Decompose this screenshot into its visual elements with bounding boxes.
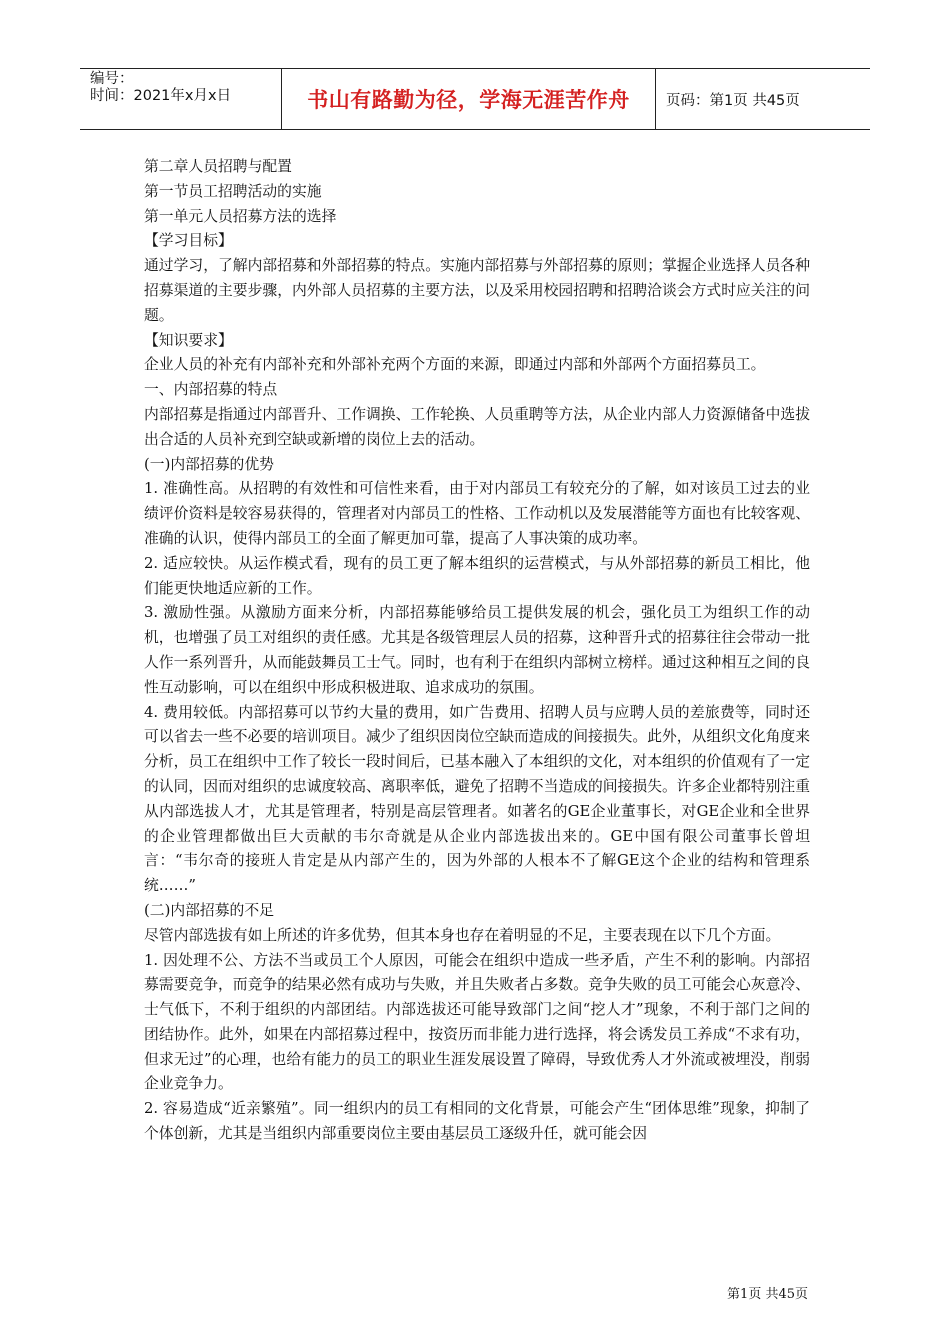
- learning-objectives-heading: 【学习目标】: [144, 232, 233, 250]
- advantage-item-2: 2. 适应较快。从运作模式看，现有的员工更了解本组织的运营模式，与从外部招募的新员工相比，他们能更快地适应新的工作。: [144, 554, 810, 597]
- advantage-item-1: 1. 准确性高。从招聘的有效性和可信性来看，由于对内部员工有较充分的了解，如对该员工过去的业绩评价资料是较容易获得的，管理者对内部员工的性格、工作动机以及发展潜能等方面也有比较客观、准确的认识，使得内部员工的全面了解更加可靠，提高了人事决策的成功率。: [144, 480, 810, 547]
- knowledge-heading: 【知识要求】: [144, 331, 233, 349]
- section-title: 第一节员工招聘活动的实施: [144, 182, 322, 200]
- disadvantage-item-1: 1. 因处理不公、方法不当或员工个人原因，可能会在组织中造成一些矛盾，产生不利的影响。内部招募需要竞争，而竞争的结果必然有成功与失败，并且失败者占多数。竞争失败的员工可能会心灰意冷、士气低下，不利于组织的内部团结。内部选拔还可能导致部门之间“挖人才”现象，不利于部门之间的团结协作。此外，如果在内部招募过程中，按资历而非能力进行选择，将会诱发员工养成“不求有功，但求无过”的心理，也给有能力的员工的职业生涯发展设置了障碍，导致优秀人才外流或被埋没，削弱企业竞争力。: [144, 951, 810, 1093]
- number-label: 编号：: [90, 71, 134, 87]
- learning-objectives-text: 通过学习，了解内部招募和外部招募的特点。实施内部招募与外部招募的原则；掌握企业选择人员各种招募渠道的主要步骤，内外部人员招募的主要方法，以及采用校园招聘和招聘洽谈会方式时应关注的问题。: [144, 257, 810, 324]
- subheading-disadvantages: (二)内部招募的不足: [144, 901, 274, 919]
- advantage-item-4: 4. 费用较低。内部招募可以节约大量的费用，如广告费用、招聘人员与应聘人员的差旅费等，同时还可以省去一些不必要的培训项目。减少了组织因岗位空缺而造成的间接损失。此外，从组织文化角度来分析，员工在组织中工作了较长一段时间后，已基本融入了本组织的文化，对本组织的价值观有了一定的认同，因而对组织的忠诚度较高、离职率低，避免了招聘不当造成的间接损失。许多企业都特别注重从内部选拔人才，尤其是管理者，特别是高层管理者。如著名的GE企业董事长，对GE企业和全世界的企业管理都做出巨大贡献的韦尔奇就是从企业内部选拔出来的。GE中国有限公司董事长曾坦言：“韦尔奇的接班人肯定是从内部产生的，因为外部的人根本不了解GE这个企业的结构和管理系统……”: [144, 703, 810, 895]
- subheading-internal-features: 一、内部招募的特点: [144, 381, 278, 399]
- header-motto: 书山有路勤为径，学海无涯苦作舟: [282, 69, 656, 129]
- disadvantage-item-2: 2. 容易造成“近亲繁殖”。同一组织内的员工有相同的文化背景，可能会产生“团体思维”现象，抑制了个体创新，尤其是当组织内部重要岗位主要由基层员工逐级升任，就可能会因: [144, 1100, 810, 1143]
- subheading-advantages: (一)内部招募的优势: [144, 455, 274, 473]
- page-header: [80, 68, 870, 130]
- chapter-title: 第二章人员招聘与配置: [144, 158, 292, 175]
- knowledge-intro: 企业人员的补充有内部补充和外部补充两个方面的来源，即通过内部和外部两个方面招募员工。: [144, 356, 766, 374]
- document-body: [144, 155, 810, 1147]
- unit-title: 第一单元人员招募方法的选择: [144, 207, 337, 225]
- time-label: 时间：2021年x月x日: [90, 88, 232, 104]
- disadvantages-intro: 尽管内部选拔有如上所述的许多优势，但其本身也存在着明显的不足，主要表现在以下几个方面。: [144, 926, 781, 944]
- header-meta: [80, 69, 282, 129]
- page-footer: 第1页 共45页: [727, 1287, 808, 1302]
- internal-definition: 内部招募是指通过内部晋升、工作调换、工作轮换、人员重聘等方法，从企业内部人力资源储备中选拔出合适的人员补充到空缺或新增的岗位上去的活动。: [144, 405, 810, 448]
- header-page-info: 页码：第1页 共45页: [666, 92, 800, 109]
- advantage-item-3: 3. 激励性强。从激励方面来分析，内部招募能够给员工提供发展的机会，强化员工为组织工作的动机，也增强了员工对组织的责任感。尤其是各级管理层人员的招募，这种晋升式的招募往往会带动一批人作一系列晋升，从而能鼓舞员工士气。同时，也有利于在组织内部树立榜样。通过这种相互之间的良性互动影响，可以在组织中形成积极进取、追求成功的氛围。: [144, 604, 810, 696]
